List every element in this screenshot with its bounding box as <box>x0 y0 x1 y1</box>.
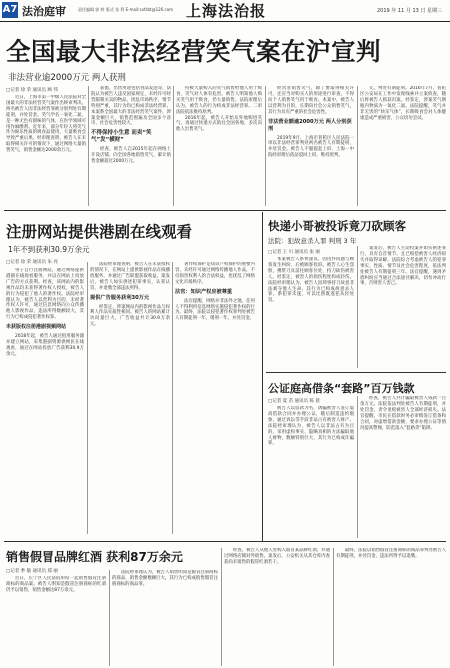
article-text: 获悉，出售用途包括食品发泡等，法院认为被告人违反国家规定，未经许可经营限制买卖的物品，扰乱市场秩序，情节特别严重，其行为均已构成非法经营罪。本案系全国最大的非法经营笑气案件，涉案金额巨大，销售范围遍及全国多个省市，社会危害性较大。 <box>91 86 171 127</box>
right-top-byline: □记者 王 川 通讯员 张 丽 <box>268 250 320 255</box>
second-headline: 注册网站提供港剧在线观看 <box>6 223 193 241</box>
column-divider <box>87 262 88 534</box>
second-inner-headline: 未获版权注册港剧视频网站 <box>6 324 67 331</box>
lead-column-3 <box>176 86 262 206</box>
column-divider <box>333 548 334 666</box>
column-divider <box>357 246 358 368</box>
right-mid-byline: □记者 夏 苗 通讯员 陈 晨 <box>268 399 320 404</box>
lead-inner-headline: 不得保持小生意 而卖“笑气”发“横财” <box>91 130 152 144</box>
right-top-subheadline: 法院：犯故意杀人罪 判刑 3 年 <box>268 237 357 245</box>
right-mid-column-1 <box>268 406 354 538</box>
article-text: 经查，被告人从他人处购入假冒某品牌红酒，并通过网络店铺对外销售。案发后，公安机关从其仓库内查获尚未销售的假冒红酒若干。 <box>224 548 330 565</box>
article-text: 法院经审理查明，被告人在未获授权的情况下，在网站上提供影视作品在线播放服务，并通过广告联盟获取收益。案发后，被告人如实供述犯罪事实，认罪认罚，并退缴全部违法所得。 <box>90 262 170 291</box>
second-inner-headline: 提供广告服务获利30万元 <box>90 294 150 301</box>
bottom-byline: □记者 季 敏 通讯员 郑 丽 <box>6 569 58 574</box>
column-divider <box>88 86 89 206</box>
right-top-headline: 快递小哥被投诉竟刀砍顾客 <box>268 219 406 233</box>
article-text: 案发后，被告人主动投案并如实供述罪行，具有自首情节，且已赔偿被害人经济损失并取得谅解。法院综合考虑被告人的犯罪事实、性质、情节及社会危害程度，依法判处被告人有期徒刑三年。法官提醒，遇到矛盾纠纷应当通过合法途径解决，切勿冲动行事，否则害人害己。 <box>360 246 446 287</box>
page-number: A7 <box>2 2 18 18</box>
right-top-column-1 <box>268 257 354 369</box>
second-byline: □记者 徐 荣 通讯员 朱 亮 <box>6 260 58 265</box>
article-text: 近日，上海市第一中级人民法院对全国最大的非法经营笑气案作出终审判决。两名被告人因非法经营罪被分别判处有期徒刑，并处罚金。笑气学名一氧化二氮，是一种无色有甜味的气体，在医学领域可用作麻醉剂。近年来，部分年轻人将笑气作为娱乐性质的吸食品使用，大量吸食会导致严重后果。经审理查明，被告人在未取得相关许可的情况下，通过网络大量销售笑气，销售金额达2000余万元。 <box>6 95 86 154</box>
second-column-2 <box>90 262 170 534</box>
article-text: 经查，被告人自2015年起在网络上开设店铺，向全国各地销售笑气，累计销售金额超过2000万元。 <box>91 147 171 165</box>
lead-column-1 <box>6 95 86 207</box>
second-column-3 <box>175 262 255 534</box>
bottom-column-3 <box>224 548 330 666</box>
story-divider <box>262 212 263 542</box>
article-text: 被告人以借款为名，诱骗被害人签订虚高借款合同并办理公证，随后制造违约假象，通过诉讼等手段非法占有被害人财产。法院经审理认为，被告人以非法占有为目的，采用虚构事实、隐瞒真相的方法骗取他人财物，数额特别巨大，其行为已构成诈骗罪。 <box>268 406 354 447</box>
column-divider <box>109 570 110 666</box>
issue-date: 2019 年 11 月 13 日 星期三 <box>377 8 442 14</box>
article-text: 持被大量购入的笑气销售给他人用于吸食，笑气对人体有危害。被告人明知他人购买笑气用于吸食，仍大量销售。法院审理后认为，被告人的行为构成非法经营罪。二审法院依法维持原判。 <box>176 86 262 115</box>
article-text: 2019年9月，上海市普陀区人民法院一审以非法经营罪判处两名被告人有期徒刑，并处罚金。被告人不服提起上诉，上海一中院经审理后依法驳回上诉，维持原判。 <box>268 135 354 159</box>
newspaper-logo: 上海法治报 <box>186 2 267 20</box>
lead-headline: 全国最大非法经营笑气案在沪宣判 <box>6 37 381 66</box>
article-text: 男子自行注册网站，通过网络提供港剧在线观看服务，并以在网站上投放广告的方式获利。经查，该网站内的影视作品均未获得著作权人授权，被告人的行为侵犯了他人的著作权。法院经审理认为，被告人以营利为目的，未经著作权人许可，通过信息网络向公众传播他人影视作品，违法所得数额较大，其行为已构成侵犯著作权罪。 <box>6 268 84 321</box>
article-text: 本案被告人系快递员，因送件问题与顾客发生纠纷，后被顾客投诉。被告人心生怨恨，携带刀具前往顾客住处，持刀砍伤被害人。经鉴定，被害人的损伤程度构成轻伤。法院经审理认为，被告人因琐事持刀故意非法剥夺他人生命，其行为已构成故意杀人罪，系犯罪未遂，可以比照既遂犯从轻处罚。 <box>268 257 354 304</box>
article-text: 经查，被告人共计骗取被害人钱款一百余万元。法院依法判处被告人有期徒刑，并处罚金，责令退赔被害人全部经济损失。法官提醒，市民在借款时务必审慎签订借条和合同，对虚增借款金额、要求办理公证等情况提高警惕，防范落入“套路贷”陷阱。 <box>360 396 446 431</box>
lead-column-5 <box>360 86 446 206</box>
article-text: 元，判处有期徒刑。2016年7月，普陀区公安局在工作中发现线索并立案侦查，随后将被告人抓获归案。经鉴定，涉案笑气钢瓶内物质为一氧化二氮。法院提醒，笑气并非无害的“快乐气体”，长期吸食会对人体健康造成严重损害，公众切勿尝试。 <box>360 86 446 121</box>
bottom-column-2 <box>112 570 218 666</box>
second-inner-headline: 法官：知识产权应被尊重 <box>175 288 233 295</box>
column-divider <box>265 86 266 206</box>
second-subheadline: 1年不到获利30.9万余元 <box>8 245 90 254</box>
article-text: 经鉴定，涉案网站内的影视作品与权利人作品实质性相同。被告人的网站累计访问量巨大，广告收益共计30.9万余元。 <box>90 304 170 328</box>
bottom-column-1 <box>6 576 106 666</box>
article-text: 近日，长宁区人民法院审结一起销售假冒注册商标的商品案。被告人明知是假冒注册商标的红酒仍予以销售，销售金额达87万余元。 <box>6 576 106 593</box>
lead-column-2 <box>91 86 171 206</box>
right-mid-column-2 <box>360 396 446 538</box>
lead-column-4 <box>268 86 354 206</box>
right-mid-headline: 公证庭高借条“套路”百万钱款 <box>268 382 415 395</box>
right-top-column-2 <box>360 246 446 368</box>
article-text: 经营者销售笑气，除了要取得相关许可，还应当对购买人的用途进行审查，不得向个人销售笑气用于吸食。本案中，被告人以营利为目的，长期向社会公众销售笑气，其行为具有严重的社会危害性。 <box>268 86 354 115</box>
second-column-1 <box>6 268 84 534</box>
section-divider <box>4 541 446 542</box>
article-text: 法院经审理认为，被告人销售明知是假冒注册商标的商品，销售金额数额巨大，其行为已构成销售假冒注册商标的商品罪。 <box>112 570 218 587</box>
article-text: 2018年起，被告人通过租用服务器并建立网站，采集港剧资源供网民在线观看，通过在网站投放广告获利30.9万余元。 <box>6 334 84 357</box>
column-divider <box>173 86 174 206</box>
article-text: 法官提醒，网络并非法外之地，任何人不得利用信息网络实施侵犯著作权的行为。最终，法院以侵犯著作权罪判处被告人有期徒刑一年，缓刑一年，并处罚金。 <box>175 298 255 322</box>
article-text: 2016年起，被告人开始从外地购进笑气，再通过快递方式销往全国各地，多次向他人出售笑气。 <box>176 115 262 133</box>
column-divider <box>172 262 173 534</box>
lead-subheadline: 非法营业逾2000万元 两人获刑 <box>8 73 126 83</box>
lead-byline: □记者 徐 荣 通讯员 顾 伟 <box>6 88 58 93</box>
section-title: 法治庭审 <box>22 5 66 18</box>
masthead <box>0 0 450 22</box>
column-divider <box>221 548 222 666</box>
editor-info: 责任编辑 郭 婷 版式 张 利 E-mail:sxfzbt@126.com <box>78 7 174 12</box>
bottom-headline: 销售假冒品牌红酒 获利87万余元 <box>6 550 183 564</box>
bottom-column-4 <box>336 548 446 666</box>
article-text: 最终，法院以销售假冒注册商标的商品罪判处被告人有期徒刑，并处罚金，违法所得予以追缴。 <box>336 548 446 559</box>
section-divider <box>4 210 446 211</box>
column-divider <box>357 396 358 538</box>
article-text: 著作权保护是知识产权保护的重要内容，未经许可通过网络传播他人作品，不仅损害权利人的合法权益，也扰乱了网络文化市场秩序。 <box>175 262 255 285</box>
column-divider <box>357 86 358 206</box>
lead-inner-headline: 非法营业额逾2000万元 两人分别获刑 <box>268 118 352 132</box>
section-divider <box>266 372 446 373</box>
